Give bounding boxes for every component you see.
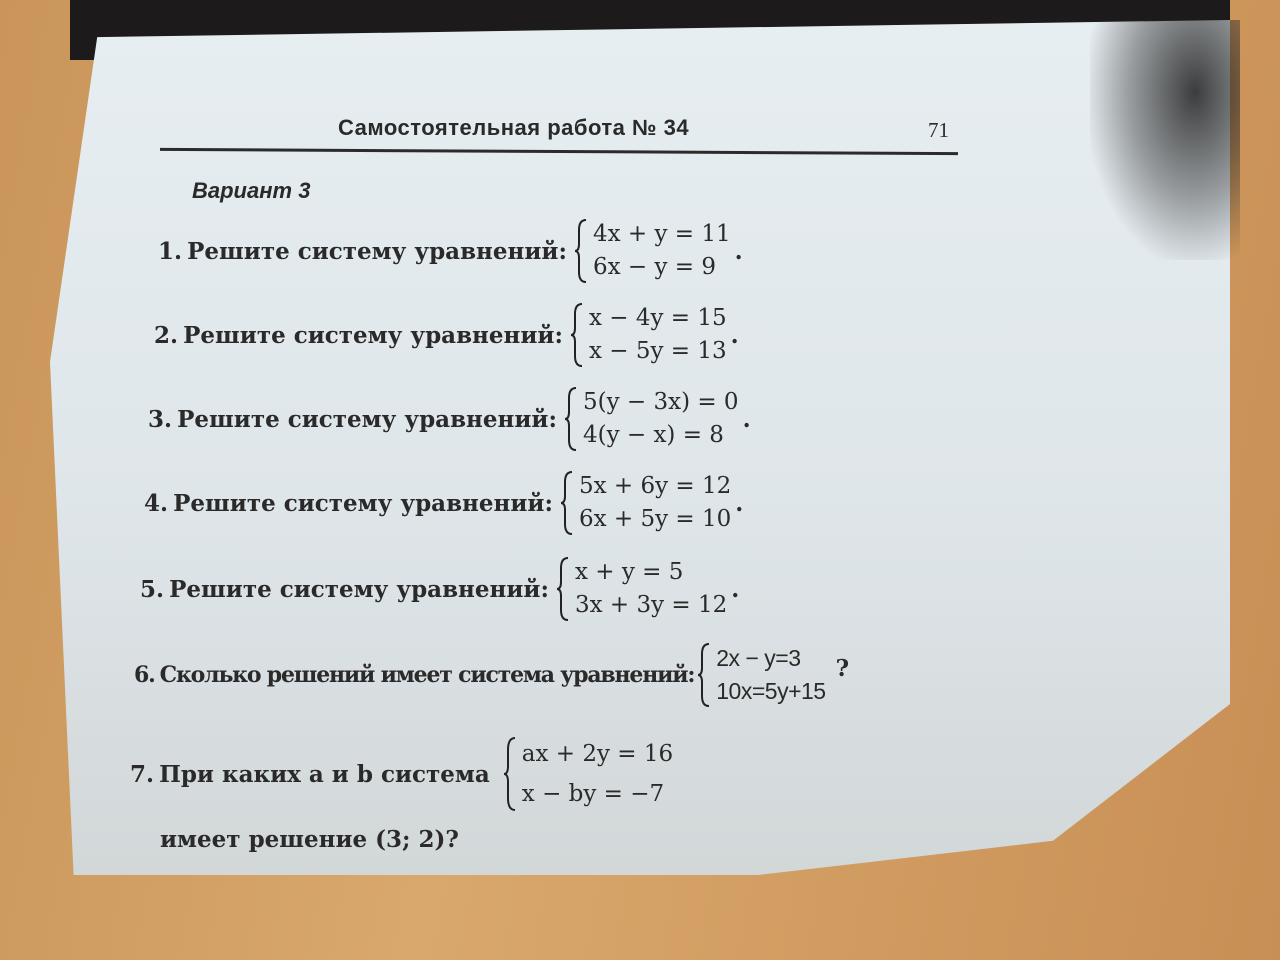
- equation-2: 3x + 3y = 12: [574, 592, 728, 618]
- equation-2: 6x + 5y = 10: [578, 506, 732, 532]
- task-4: [144, 470, 743, 536]
- equation-1: x − 4y = 15: [588, 305, 727, 331]
- task-prompt: Решите систему уравнений:: [187, 237, 567, 265]
- equation-1: x + y = 5: [574, 559, 684, 585]
- end-mark: .: [735, 489, 744, 517]
- task-7: [130, 734, 673, 814]
- task-prompt: Решите систему уравнений:: [177, 405, 557, 433]
- task-prompt: Решите систему уравнений:: [173, 489, 553, 517]
- task-prompt: Решите систему уравнений:: [183, 321, 563, 349]
- end-mark: ?: [835, 654, 850, 682]
- brace-icon: [575, 218, 587, 284]
- equation-1: ax + 2y = 16: [521, 741, 674, 767]
- task-number: 7.: [130, 760, 155, 788]
- task-number: 5.: [140, 575, 165, 603]
- variant-heading: Вариант 3: [192, 178, 311, 203]
- equation-system: [698, 642, 849, 708]
- equation-system: [557, 556, 739, 622]
- brace-icon: [561, 470, 573, 536]
- equation-system: [561, 470, 743, 536]
- brace-icon: [571, 302, 583, 368]
- task-5: [140, 556, 739, 622]
- end-mark: .: [730, 321, 739, 349]
- equation-system: [571, 302, 739, 368]
- task-2: [154, 302, 739, 368]
- task-prompt: Решите систему уравнений:: [169, 575, 549, 603]
- task-7-continuation: имеет решение (3; 2)?: [160, 826, 459, 853]
- equation-1: 4x + y = 11: [592, 221, 731, 247]
- brace-icon: [504, 736, 516, 812]
- task-number: 4.: [144, 489, 169, 517]
- worksheet-title: Самостоятельная работа № 34: [338, 115, 690, 140]
- task-number: 2.: [154, 321, 179, 349]
- task-3: [148, 386, 751, 452]
- task-prompt: При каких a и b система: [159, 760, 490, 788]
- brace-icon: [698, 642, 710, 708]
- end-mark: .: [742, 405, 751, 433]
- brace-icon: [557, 556, 569, 622]
- equation-system: [565, 386, 751, 452]
- equation-2: x − by = −7: [521, 781, 665, 807]
- equation-2: 10x=5y+15: [716, 678, 826, 704]
- task-number: 1.: [158, 237, 183, 265]
- task-number: 3.: [148, 405, 173, 433]
- end-mark: .: [734, 237, 743, 265]
- equation-1: 5x + 6y = 12: [578, 473, 732, 499]
- equation-system: [504, 734, 673, 814]
- equation-system: [575, 218, 743, 284]
- task-prompt: Сколько решений имеет система уравнений:: [159, 662, 695, 688]
- equation-2: x − 5y = 13: [588, 338, 727, 364]
- equation-1: 5(y − 3x) = 0: [582, 389, 739, 415]
- toner-smudge: [1090, 20, 1240, 260]
- equation-2: 6x − y = 9: [592, 254, 716, 280]
- equation-2: 4(y − x) = 8: [582, 422, 724, 448]
- brace-icon: [565, 386, 577, 452]
- task-1: [158, 218, 743, 284]
- end-mark: .: [731, 575, 740, 603]
- task-6: [134, 642, 849, 708]
- page-number: 71: [928, 118, 949, 142]
- task-number: 6.: [134, 662, 155, 688]
- equation-1: 2x − y=3: [716, 645, 801, 671]
